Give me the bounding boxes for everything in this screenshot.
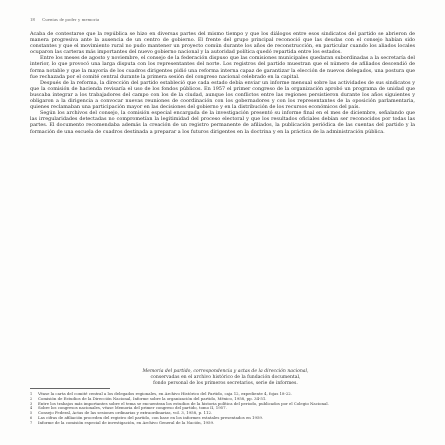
footnote-text: Sobre los congresos nacionales, véase Memoria del primer congreso del partido, tomo II, 1957.: [38, 405, 227, 411]
body-paragraph: Acaba de contestarse que la república se hizo en diversas partes del mismo tiempo y que los diálogos entre esos sindicatos del partido se abrieron de manera progresiva ante la ausencia de un centro de gobierno. El frente del grupo principal reconoció que las deudas con el consejo habían sido constantes y que el movimiento rural no pudo mantener un proyecto común durante los años de reconstrucción, en particular cuando los aliados locales ocuparon las carteras más importantes del nuevo gobierno nacional y la autoridad política quedó repartida entre los estados.: [30, 31, 415, 56]
footnote-mark: 2: [30, 396, 33, 401]
footnote-mark: 3: [30, 401, 33, 406]
footnote-text: Informe de la comisión especial de investigación, en Archivo General de la Nación, 1959.: [38, 419, 215, 425]
closing-note: [118, 369, 333, 386]
footnote: [30, 421, 415, 426]
footnote-mark: 5: [30, 411, 33, 416]
body-paragraph: Después de la reforma, la dirección del partido estableció que cada estado debía enviar un informe mensual sobre las actividades de sus sindicatos y que la comisión de hacienda revisaría el uso de los fondos públicos. En 1957 el primer congreso de la organización aprobó un programa de unidad que buscaba integrar a los trabajadores del campo con los de la ciudad, aunque los conflictos entre las regiones persistieron durante los años siguientes y obligaron a la dirigencia a convocar nuevas reuniones de coordinación con los gobernadores y con los representantes de la oposición parlamentaria, quienes reclamaban una participación mayor en las decisiones del gobierno y en la distribución de los recursos económicos del país.: [30, 79, 415, 111]
footnote-text: Entre los trabajos más importantes sobre el tema se encuentran los estudios de la historia política del periodo, publicados por el Colegio Nacional.: [38, 400, 329, 406]
footnote-text: Las cifras de afiliación proceden del registro del partido, con base en los informes estatales presentados en 1959.: [38, 414, 264, 420]
footnote-rule: [30, 388, 110, 389]
running-head-title: Cuentas de poder y memoria: [42, 17, 100, 22]
closing-note-line: conservadas en el archivo histórico de la fundación documental,: [150, 374, 301, 380]
footnote-mark: 1: [30, 392, 33, 396]
body-paragraph: Entre los meses de agosto y noviembre, el consejo de la federación dispuso que las comisiones municipales quedaran subordinadas a la secretaría del interior, lo que provocó una larga disputa con los representantes del norte. Los registros del partido muestran que el número de afiliados descendió de forma notable y que la mayoría de los cuadros dirigentes pidió una reforma interna capaz de garantizar la elección de nuevos delegados, una postura que fue rechazada por el comité central durante la primera sesión del congreso nacional celebrado en la capital.: [30, 55, 415, 80]
closing-note-line: Memoria del partido, correspondencia y actas de la dirección nacional,: [142, 369, 309, 374]
footnote-mark: 7: [30, 420, 33, 425]
footnote-text: Comisión de Estudios de la Dirección Nacional, Informe sobre la organización del partido, México, 1958, pp. 34-51.: [38, 395, 267, 401]
footnote-mark: 6: [30, 415, 33, 420]
footnotes: [30, 392, 415, 426]
body-paragraph: Según los archivos del consejo, la comisión especial encargada de la investigación presentó su informe final en el mes de diciembre, señalando que las irregularidades detectadas no comprometían la legitimidad del proceso electoral y que los resultados oficiales debían ser reconocidos por todas las partes. El documento recomendaba además la creación de un registro permanente de afiliados, la publicación periódica de las cuentas del partido y la formación de una escuela de cuadros destinada a preparar a los futuros dirigentes en la doctrina y en la práctica de la administración pública.: [30, 110, 415, 135]
page-number: 18: [30, 17, 35, 22]
footnote-text: Véase la carta del comité central a los delegados regionales, en Archivo Histórico del Partido, caja 12, expediente 4, fojas 18-22.: [38, 391, 293, 396]
body-text: [30, 31, 415, 135]
running-head: [30, 17, 415, 22]
footnote-mark: 4: [30, 406, 33, 411]
closing-note-line: fondo personal de los primeros secretarios, serie de informes.: [153, 380, 298, 386]
footnote-text: Consejo Federal, Actas de las sesiones ordinarias y extraordinarias, vol. 3, 1958, p. 112.: [38, 410, 213, 416]
